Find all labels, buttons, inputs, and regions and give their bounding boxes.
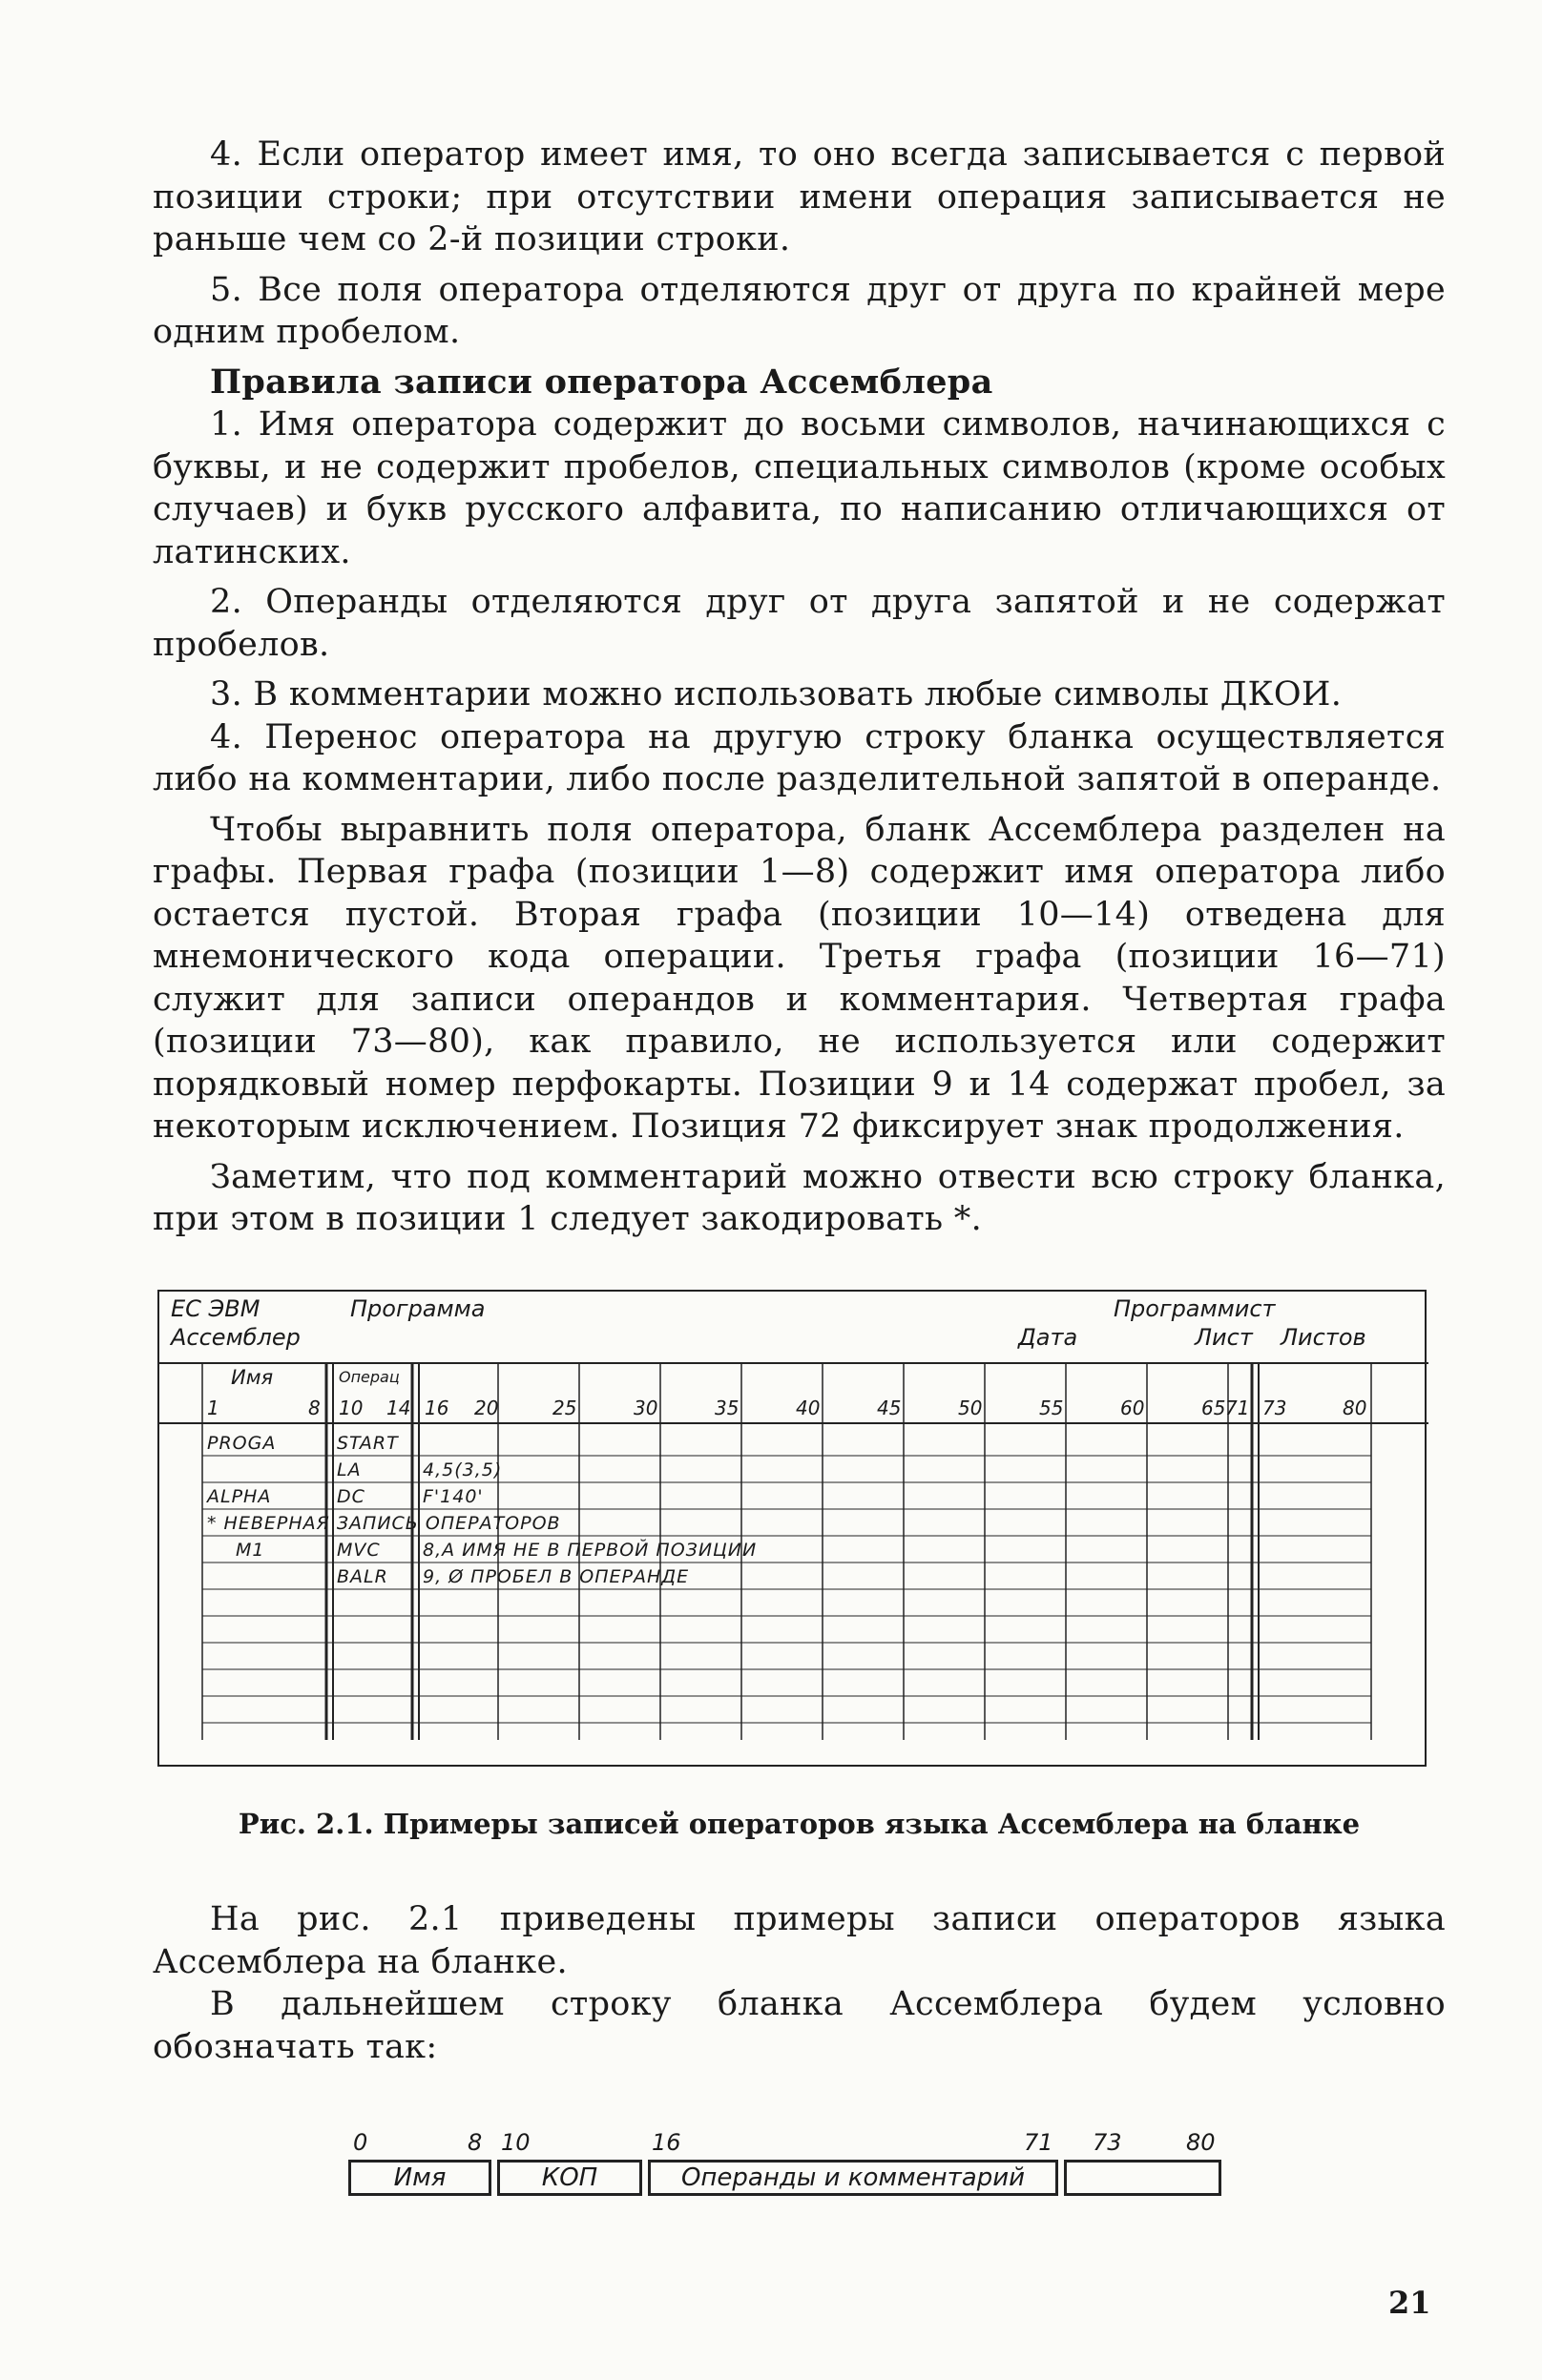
row-operands: 9, Ø ПРОБЕЛ В ОПЕРАНДЕ — [423, 1566, 690, 1587]
paragraph: 4. Если оператор имеет имя, то оно всегда записывается с первой позиции строки; при отсутствии имени операция записывается не раньше чем со 2-й позиции строки. — [153, 135, 1446, 259]
schema-opcode-field: КОП — [497, 2160, 642, 2196]
paragraph: Чтобы выравнить поля оператора, бланк Ассемблера разделен на графы. Первая графа (позиции 1—8) содержит имя оператора либо остается пустой. Вторая графа (позиции 10—14) отведена для мнемонического кода операции. Третья графа (позиции 16—71) служит для записи операндов и комментария. Четвертая графа (позиции 73—80), как правило, не используется или содержит порядковый номер перфокарты. Позиции 9 и 14 содержат пробел, за некоторым исключением. Позиция 72 фиксирует знак продолжения. — [153, 810, 1446, 1146]
row-comment: * НЕВЕРНАЯ ЗАПИСЬ ОПЕРАТОРОВ — [207, 1513, 561, 1534]
schema-sequence-field — [1064, 2160, 1221, 2196]
col-number: 65 — [1201, 1397, 1226, 1419]
rule-item: 3. В комментарии можно использовать любые символы ДКОИ. — [210, 675, 1343, 714]
row-name: ALPHA — [207, 1486, 272, 1507]
row-name: M1 — [236, 1540, 265, 1561]
col-number: 60 — [1120, 1397, 1145, 1419]
col-op-header: Операц — [339, 1368, 400, 1386]
row-name: PROGA — [207, 1433, 277, 1454]
schema-operands-field: Операнды и комментарий — [648, 2160, 1058, 2196]
form-sheet-label: Лист — [1195, 1324, 1253, 1351]
col-number: 80 — [1343, 1397, 1367, 1419]
form-programmer-label: Программист — [1114, 1295, 1276, 1322]
form-date-label: Дата — [1018, 1324, 1078, 1351]
schema-name-field: Имя — [348, 2160, 491, 2196]
form-program-label: Программа — [350, 1295, 486, 1322]
row-op: BALR — [337, 1566, 388, 1587]
col-number: 20 — [474, 1397, 499, 1419]
rule-item: 1. Имя оператора содержит до восьми символов, начинающихся с буквы, и не содержит пробелов, специальных символов (кроме особых случаев) и букв русского алфавита, по написанию отличающихся от латинских. — [153, 405, 1446, 571]
col-number: 14 — [386, 1397, 411, 1419]
schema-position: 10 — [501, 2129, 531, 2156]
col-number: 73 — [1262, 1397, 1287, 1419]
body-text-bottom — [153, 1898, 1446, 2068]
schema-position: 80 — [1186, 2129, 1216, 2156]
col-number: 71 — [1225, 1397, 1250, 1419]
schema-position: 16 — [652, 2129, 681, 2156]
body-text-top — [153, 134, 1446, 1241]
col-number: 40 — [796, 1397, 821, 1419]
line-schema — [348, 2129, 1226, 2196]
col-number: 35 — [715, 1397, 740, 1419]
form-language-label: Ассемблер — [171, 1324, 301, 1351]
schema-position: 8 — [468, 2129, 483, 2156]
rule-item: 2. Операнды отделяются друг от друга запятой и не содержат пробелов. — [153, 583, 1446, 664]
col-number: 50 — [958, 1397, 983, 1419]
figure-caption: Рис. 2.1. Примеры записей операторов языка Ассемблера на бланке — [238, 1808, 1361, 1840]
col-number: 30 — [634, 1397, 658, 1419]
page-number: 21 — [1388, 2285, 1431, 2321]
col-number: 45 — [877, 1397, 902, 1419]
row-operands: F'140' — [423, 1486, 484, 1507]
paragraph: Заметим, что под комментарий можно отвести всю строку бланка, при этом в позиции 1 следует закодировать *. — [153, 1157, 1446, 1238]
row-operands: 8,A ИМЯ НЕ В ПЕРВОЙ ПОЗИЦИИ — [423, 1540, 758, 1561]
row-op: START — [337, 1433, 399, 1454]
paragraph: 5. Все поля оператора отделяются друг от друга по крайней мере одним пробелом. — [153, 270, 1446, 351]
schema-position: 73 — [1093, 2129, 1122, 2156]
row-op: DC — [337, 1486, 365, 1507]
rule-item: 4. Перенос оператора на другую строку бланка осуществляется либо на комментарии, либо после разделительной запятой в операнде. — [153, 717, 1446, 798]
assembler-form-figure — [157, 1290, 1427, 1767]
schema-position: 71 — [1024, 2129, 1053, 2156]
form-system-label: ЕС ЭВМ — [171, 1295, 260, 1322]
col-number: 1 — [207, 1397, 219, 1419]
form-sheets-label: Листов — [1281, 1324, 1366, 1351]
section-heading: Правила записи оператора Ассемблера — [210, 362, 993, 402]
paragraph: В дальнейшем строку бланка Ассемблера будем условно обозначать так: — [153, 1985, 1446, 2066]
row-operands: 4,5(3,5) — [423, 1459, 503, 1480]
row-op: MVC — [337, 1540, 381, 1561]
col-number: 10 — [339, 1397, 364, 1419]
schema-position: 0 — [353, 2129, 368, 2156]
col-name-header: Имя — [231, 1366, 274, 1389]
paragraph: На рис. 2.1 приведены примеры записи операторов языка Ассемблера на бланке. — [153, 1900, 1446, 1981]
col-number: 16 — [425, 1397, 449, 1419]
col-number: 8 — [308, 1397, 321, 1419]
col-number: 25 — [552, 1397, 577, 1419]
col-number: 55 — [1039, 1397, 1064, 1419]
row-op: LA — [337, 1459, 362, 1480]
